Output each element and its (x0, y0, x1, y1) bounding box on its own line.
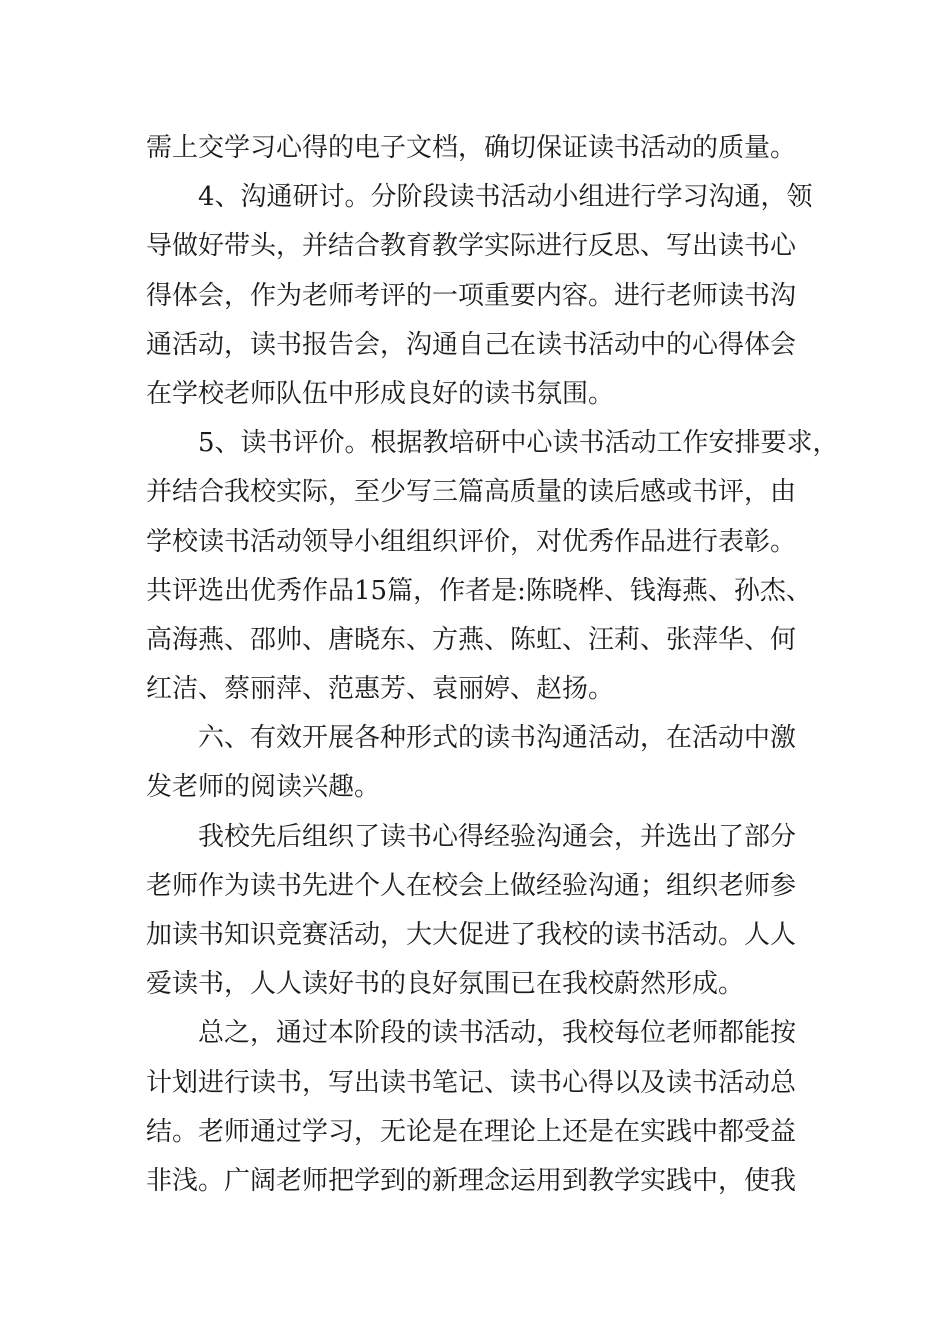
text-line: 4、沟通研讨。分阶段读书活动小组进行学习沟通，领 (198, 182, 813, 213)
text-line: 爱读书，人人读好书的良好氛围已在我校蔚然形成。 (146, 969, 745, 1000)
text-line: 学校读书活动领导小组组织评价，对优秀作品进行表彰。 (146, 526, 797, 557)
text-line: 得体会，作为老师考评的一项重要内容。进行老师读书沟 (146, 280, 797, 311)
text-line: 并结合我校实际，至少写三篇高质量的读后感或书评，由 (146, 477, 797, 508)
document-body (146, 124, 839, 1206)
text-line: 发老师的阅读兴趣。 (146, 772, 381, 803)
text-line: 六、有效开展各种形式的读书沟通活动，在活动中激 (198, 723, 797, 754)
text-line: 在学校老师队伍中形成良好的读书氛围。 (146, 378, 615, 409)
text-line: 需上交学习心得的电子文档，确切保证读书活动的质量。 (146, 133, 797, 163)
text-line: 总之，通过本阶段的读书活动，我校每位老师都能按 (198, 1018, 797, 1049)
text-line: 加读书知识竞赛活动，大大促进了我校的读书活动。人人 (146, 920, 797, 950)
text-line: 高海燕、邵帅、唐晓东、方燕、陈虹、汪莉、张萍华、何 (146, 624, 797, 655)
text-line: 共评选出优秀作品15篇，作者是:陈晓桦、钱海燕、孙杰、 (146, 575, 812, 606)
text-line: 我校先后组织了读书心得经验沟通会，并选出了部分 (198, 821, 797, 852)
text-line: 非浅。广阔老师把学到的新理念运用到教学实践中，使我 (146, 1165, 797, 1196)
text-line: 导做好带头，并结合教育教学实际进行反思、写出读书心 (146, 231, 797, 262)
text-line: 5、读书评价。根据教培研中心读书活动工作安排要求， (198, 428, 839, 459)
text-line: 红洁、蔡丽萍、范惠芳、袁丽婷、赵扬。 (146, 674, 615, 705)
text-line: 通活动，读书报告会，沟通自己在读书活动中的心得体会 (146, 329, 797, 360)
text-line: 老师作为读书先进个人在校会上做经验沟通；组织老师参 (146, 870, 797, 901)
text-line: 结。老师通过学习，无论是在理论上还是在实践中都受益 (146, 1116, 797, 1147)
text-line: 计划进行读书，写出读书笔记、读书心得以及读书活动总 (146, 1067, 797, 1098)
